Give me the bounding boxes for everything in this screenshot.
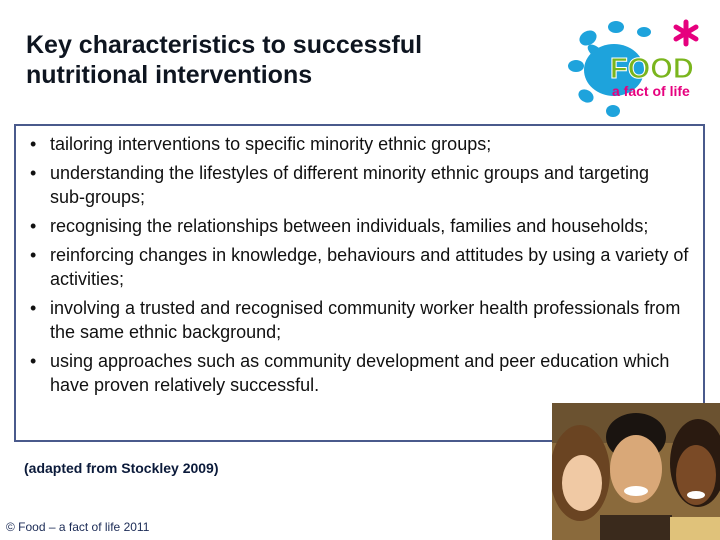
list-item [28, 349, 689, 397]
list-item [28, 214, 689, 238]
bullet-dot: • [30, 245, 37, 265]
list-item [28, 296, 689, 344]
bullet-dot: • [30, 298, 37, 318]
logo-word: FOOD [610, 53, 694, 85]
bullet-box [14, 124, 705, 442]
bullet-text: recognising the relationships between individuals, families and households; [50, 216, 649, 236]
food-a-fact-of-life-logo [568, 18, 710, 118]
list-item [28, 132, 689, 156]
slide-title-line-1: Key characteristics to successful [26, 31, 423, 59]
list-item [28, 161, 689, 209]
list-item [28, 243, 689, 291]
source-citation: (adapted from Stockley 2009) [24, 460, 219, 476]
bullet-dot: • [30, 351, 37, 371]
people-photo [552, 403, 720, 540]
slide-title-line-2: nutritional interventions [26, 61, 313, 89]
bullet-list [16, 126, 703, 397]
bullet-text: tailoring interventions to specific minority ethnic groups; [50, 134, 492, 154]
bullet-dot: • [30, 163, 37, 183]
bullet-text: using approaches such as community development and peer education which have proven relatively successful. [50, 351, 670, 395]
logo-tagline: a fact of life [612, 83, 690, 99]
pink-asterisk-icon [676, 22, 696, 44]
slide-title [26, 30, 546, 90]
bullet-text: understanding the lifestyles of different minority ethnic groups and targeting sub-groups; [50, 163, 650, 207]
footer-copyright: © Food – a fact of life 2011 [6, 520, 150, 534]
bullet-dot: • [30, 134, 37, 154]
bullet-text: involving a trusted and recognised community worker health professionals from the same ethnic background; [50, 298, 681, 342]
bullet-dot: • [30, 216, 37, 236]
bullet-text: reinforcing changes in knowledge, behaviours and attitudes by using a variety of activities; [50, 245, 689, 289]
